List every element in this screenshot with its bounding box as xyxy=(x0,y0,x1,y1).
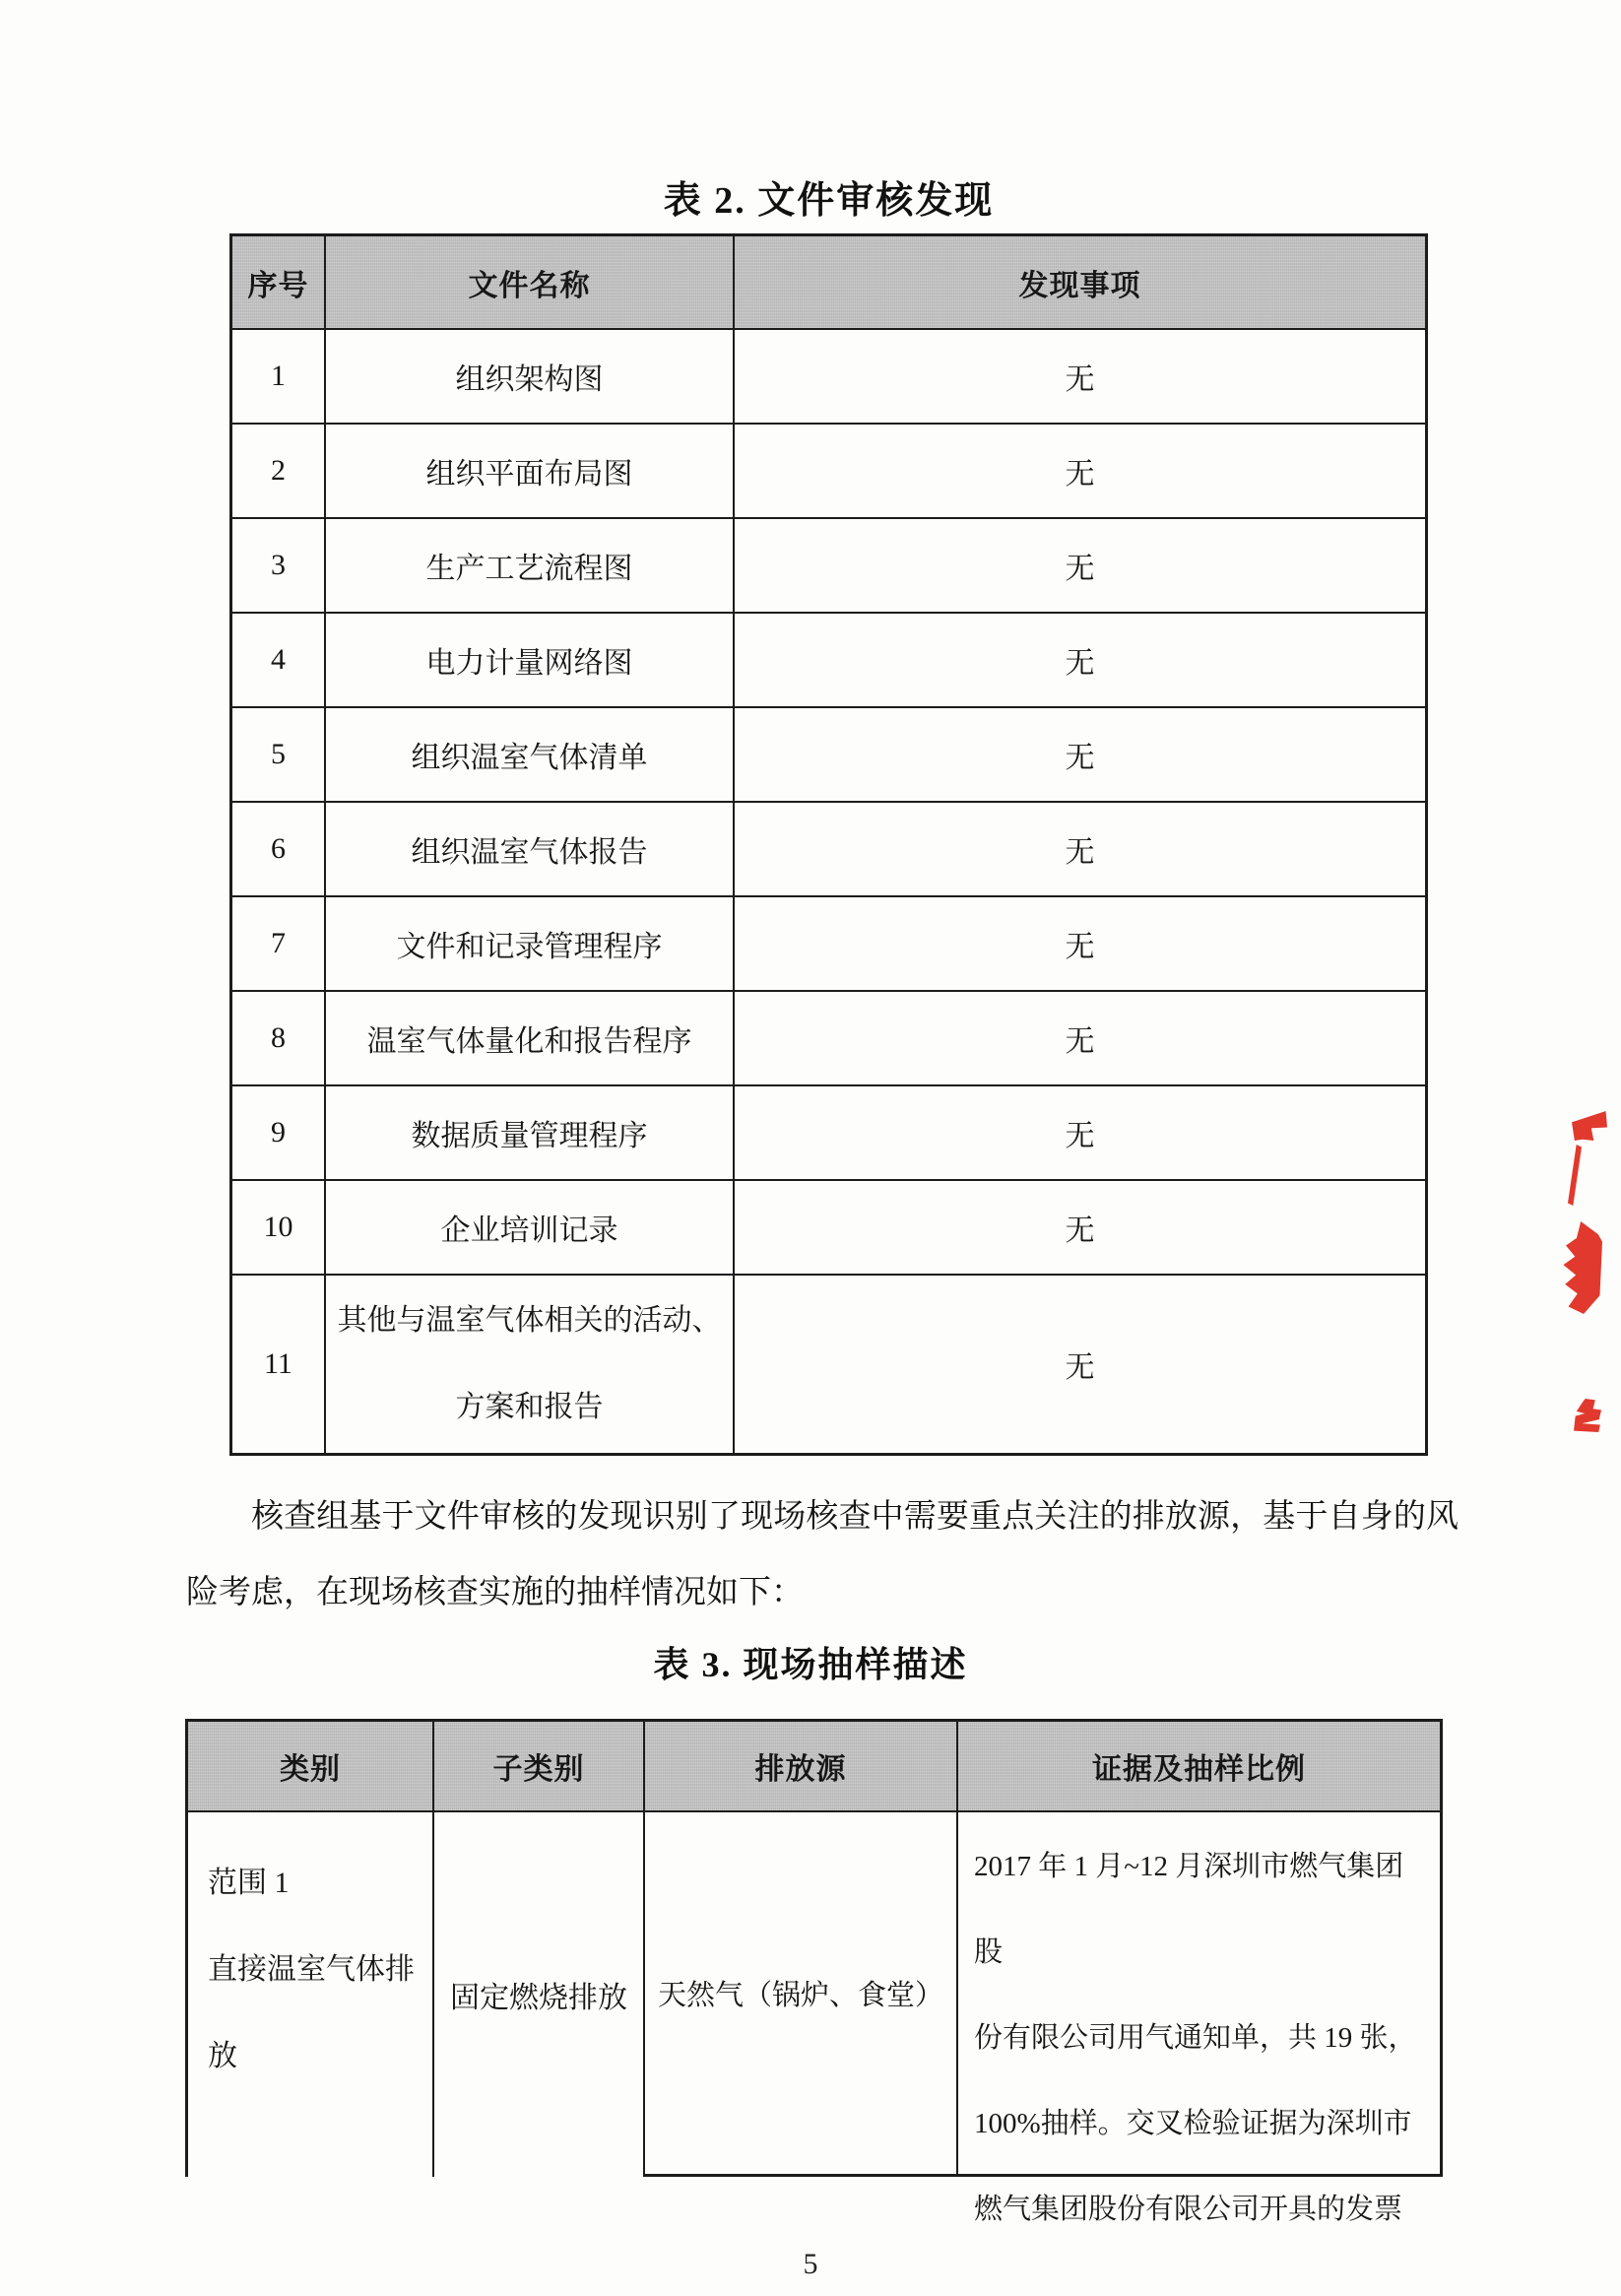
row-name: 组织温室气体报告 xyxy=(326,803,735,895)
table-header-row xyxy=(185,1719,1443,1812)
row-name xyxy=(326,1276,735,1453)
table-row xyxy=(232,803,1425,897)
row-name: 组织平面布局图 xyxy=(326,425,735,517)
evidence-line: 2017 年 1 月~12 月深圳市燃气集团股 xyxy=(974,1851,1404,1968)
cell-category xyxy=(188,1812,434,2177)
table2-title: 表 2. 文件审核发现 xyxy=(663,180,995,222)
header-cell-no: 序号 xyxy=(232,236,326,328)
table-row xyxy=(232,330,1425,425)
row-name-line1: 其他与温室气体相关的活动、 xyxy=(337,1304,722,1337)
cell-subcategory: 固定燃烧排放 xyxy=(434,1812,645,2177)
red-stamp-fragment xyxy=(1574,1399,1601,1432)
row-name: 生产工艺流程图 xyxy=(326,519,735,612)
row-no: 6 xyxy=(232,803,326,895)
evidence-line: 100%抽样。交叉检验证据为深圳市 xyxy=(974,2108,1412,2139)
table-row xyxy=(232,897,1425,992)
row-no: 1 xyxy=(232,330,326,423)
row-no: 5 xyxy=(232,708,326,801)
table-row xyxy=(232,519,1425,614)
header-cell-subcategory: 子类别 xyxy=(434,1722,645,1810)
row-finding: 无 xyxy=(1065,1120,1095,1152)
row-no: 10 xyxy=(232,1181,326,1274)
row-name: 组织架构图 xyxy=(326,330,735,423)
row-name: 数据质量管理程序 xyxy=(326,1086,735,1179)
row-name-line2: 方案和报告 xyxy=(455,1391,604,1423)
row-finding: 无 xyxy=(1065,1214,1095,1247)
row-finding: 无 xyxy=(1065,1025,1095,1058)
category-line: 放 xyxy=(208,2040,237,2072)
row-no: 11 xyxy=(232,1276,326,1453)
body-paragraph: 核查组基于文件审核的发现识别了现场核查中需要重点关注的排放源，基于自身的风险考虑，在现场核查实施的抽样情况如下： xyxy=(186,1499,1459,1610)
table-row xyxy=(232,1086,1425,1181)
row-finding: 无 xyxy=(1065,836,1095,869)
row-finding: 无 xyxy=(1065,553,1095,585)
page-number: 5 xyxy=(803,2248,818,2280)
header-cell-source: 排放源 xyxy=(645,1722,958,1810)
row-finding: 无 xyxy=(1065,1351,1095,1384)
row-finding: 无 xyxy=(1065,458,1095,491)
table-row xyxy=(232,1276,1425,1453)
cell-source: 天然气（锅炉、食堂） xyxy=(645,1812,958,2177)
table-row xyxy=(185,1812,1443,2225)
row-name: 企业培训记录 xyxy=(326,1181,735,1274)
table-row xyxy=(232,992,1425,1086)
header-cell-finding: 发现事项 xyxy=(1018,269,1141,302)
header-cell-evidence: 证据及抽样比例 xyxy=(1092,1753,1306,1786)
row-finding: 无 xyxy=(1065,363,1095,396)
row-name: 温室气体量化和报告程序 xyxy=(326,992,735,1084)
category-line: 直接温室气体排 xyxy=(208,1953,415,1986)
evidence-line: 燃气集团股份有限公司开具的发票 xyxy=(974,2194,1403,2225)
table3-title: 表 3. 现场抽样描述 xyxy=(653,1645,968,1684)
row-no: 3 xyxy=(232,519,326,612)
cell-evidence xyxy=(958,1812,1443,2225)
category-line: 范围 1 xyxy=(208,1867,290,1899)
row-name: 电力计量网络图 xyxy=(326,614,735,706)
table-row xyxy=(232,708,1425,803)
row-no: 8 xyxy=(232,992,326,1084)
header-cell-name: 文件名称 xyxy=(326,236,735,328)
row-name: 组织温室气体清单 xyxy=(326,708,735,801)
row-finding: 无 xyxy=(1065,931,1095,963)
red-stamp-fragment xyxy=(1561,1221,1602,1314)
red-stamp-fragment xyxy=(1572,1111,1607,1141)
red-stamp-fragment xyxy=(1568,1145,1582,1206)
document-review-table xyxy=(229,233,1428,1456)
row-no: 7 xyxy=(232,897,326,990)
evidence-line: 份有限公司用气通知单，共 19 张， xyxy=(974,2022,1417,2054)
row-finding: 无 xyxy=(1065,742,1095,774)
table-row xyxy=(232,1181,1425,1276)
row-no: 4 xyxy=(232,614,326,706)
row-no: 2 xyxy=(232,425,326,517)
table-header-row xyxy=(232,236,1425,330)
row-no: 9 xyxy=(232,1086,326,1179)
sampling-table xyxy=(185,1719,1443,2225)
header-cell-category: 类别 xyxy=(188,1722,434,1810)
row-name: 文件和记录管理程序 xyxy=(326,897,735,990)
table-row xyxy=(232,614,1425,708)
row-finding: 无 xyxy=(1065,647,1095,680)
table-row xyxy=(232,425,1425,519)
